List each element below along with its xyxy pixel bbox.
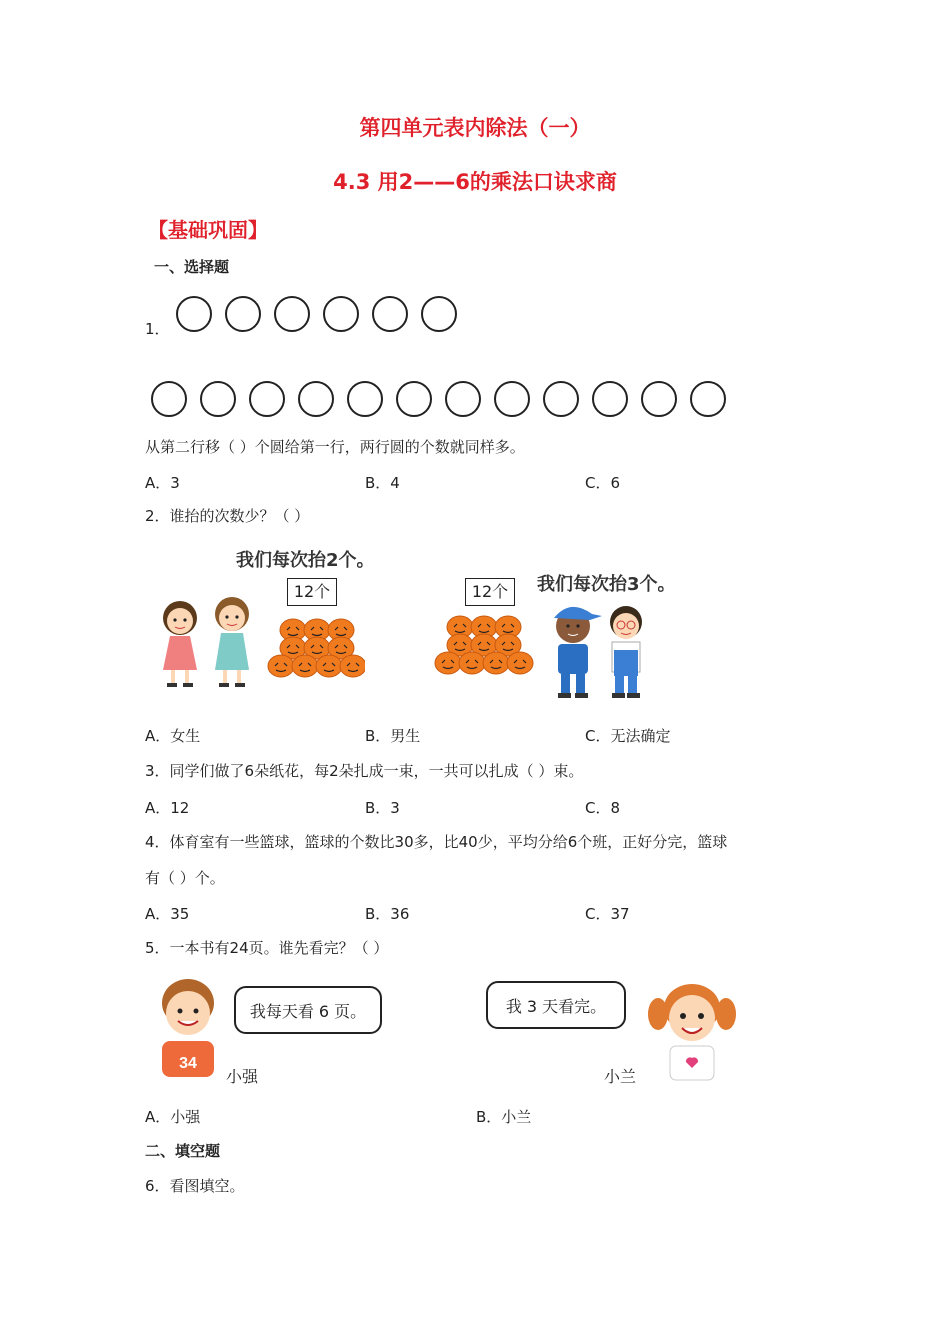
circle-icon bbox=[641, 381, 677, 417]
pumpkin-icon bbox=[292, 655, 318, 677]
circle-icon bbox=[323, 296, 359, 332]
circle-icon bbox=[274, 296, 310, 332]
girl-speech-bubble bbox=[486, 981, 626, 1029]
pumpkin-icon bbox=[435, 652, 461, 674]
girl-icon bbox=[648, 984, 736, 1080]
circle-icon bbox=[543, 381, 579, 417]
q3-option-c[interactable]: C．8 bbox=[585, 799, 621, 817]
circle-icon bbox=[151, 381, 187, 417]
boy-icon bbox=[162, 979, 214, 1077]
q6-text: 6．看图填空。 bbox=[145, 1177, 245, 1195]
circle-icon bbox=[298, 381, 334, 417]
q2-girls-caption: 我们每次抬2个。 bbox=[236, 550, 375, 571]
pumpkin-pile bbox=[435, 616, 533, 674]
circle-icon bbox=[396, 381, 432, 417]
circle-icon bbox=[592, 381, 628, 417]
q3-option-b[interactable]: B．3 bbox=[365, 799, 400, 817]
q2-option-b[interactable]: B．男生 bbox=[365, 727, 421, 745]
girl-xiaolan-illustration bbox=[642, 978, 742, 1082]
q4-option-c[interactable]: C．37 bbox=[585, 905, 630, 923]
pumpkin-icon bbox=[459, 652, 485, 674]
shirt-number: 34 bbox=[179, 1055, 197, 1072]
q4-text-line2: 有（ ）个。 bbox=[145, 869, 225, 887]
part2-heading: 二、填空题 bbox=[145, 1142, 221, 1160]
circle-icon bbox=[421, 296, 457, 332]
q3-text: 3．同学们做了6朵纸花，每2朵扎成一束，一共可以扎成（ ）束。 bbox=[145, 762, 584, 780]
boy-speech-bubble bbox=[234, 986, 382, 1034]
boy-name: 小强 bbox=[226, 1067, 259, 1086]
q5-text: 5．一本书有24页。谁先看完？（ ） bbox=[145, 939, 389, 957]
part1-heading: 一、选择题 bbox=[154, 258, 230, 276]
boy-icon bbox=[554, 607, 602, 698]
pumpkin-icon bbox=[268, 655, 294, 677]
circle-icon bbox=[347, 381, 383, 417]
girl-name: 小兰 bbox=[604, 1067, 637, 1086]
circle-icon bbox=[225, 296, 261, 332]
section-label: 【基础巩固】 bbox=[148, 218, 268, 242]
circle-icon bbox=[176, 296, 212, 332]
pumpkin-pile bbox=[268, 619, 365, 677]
boy-bubble-text: 我每天看 6 页。 bbox=[249, 1001, 367, 1021]
circle-icon bbox=[494, 381, 530, 417]
q2-text: 2．谁抬的次数少？（ ） bbox=[145, 507, 310, 525]
pumpkin-icon bbox=[507, 652, 533, 674]
q4-option-a[interactable]: A．35 bbox=[145, 905, 190, 923]
circle-icon bbox=[200, 381, 236, 417]
q2-boys-caption: 我们每次抬3个。 bbox=[537, 574, 676, 595]
q2-girls-illustration bbox=[145, 590, 365, 695]
q5-option-a[interactable]: A．小强 bbox=[145, 1108, 201, 1126]
q4-option-b[interactable]: B．36 bbox=[365, 905, 410, 923]
boy-xiaoqiang-illustration bbox=[148, 975, 228, 1085]
pumpkin-icon bbox=[483, 652, 509, 674]
circle-icon bbox=[445, 381, 481, 417]
q1-number: 1． bbox=[145, 320, 170, 338]
q1-option-b[interactable]: B．4 bbox=[365, 474, 400, 492]
q2-option-a[interactable]: A．女生 bbox=[145, 727, 201, 745]
q1-option-c[interactable]: C．6 bbox=[585, 474, 621, 492]
q4-text-line1: 4．体育室有一些篮球，篮球的个数比30多，比40少，平均分给6个班，正好分完，篮球 bbox=[145, 833, 728, 851]
q2-option-c[interactable]: C．无法确定 bbox=[585, 727, 671, 745]
q3-option-a[interactable]: A．12 bbox=[145, 799, 190, 817]
q1-option-a[interactable]: A．3 bbox=[145, 474, 180, 492]
pumpkin-icon bbox=[316, 655, 342, 677]
unit-title: 第四单元表内除法（一） bbox=[359, 116, 591, 140]
boy-icon bbox=[610, 606, 642, 698]
q2-girls-count-box: 12个 bbox=[287, 578, 337, 606]
girl-bubble-text: 我 3 天看完。 bbox=[505, 996, 607, 1016]
q5-option-b[interactable]: B．小兰 bbox=[476, 1108, 532, 1126]
circle-icon bbox=[690, 381, 726, 417]
girl-icon bbox=[163, 601, 197, 687]
circle-icon bbox=[372, 296, 408, 332]
lesson-title: 4.3 用2——6的乘法口诀求商 bbox=[333, 170, 617, 194]
q2-boys-illustration bbox=[430, 590, 660, 705]
girl-icon bbox=[215, 597, 249, 687]
q1-text: 从第二行移（ ）个圆给第一行，两行圆的个数就同样多。 bbox=[145, 438, 525, 456]
circle-icon bbox=[249, 381, 285, 417]
pumpkin-icon bbox=[340, 655, 365, 677]
q2-boys-count-box: 12个 bbox=[465, 578, 515, 606]
